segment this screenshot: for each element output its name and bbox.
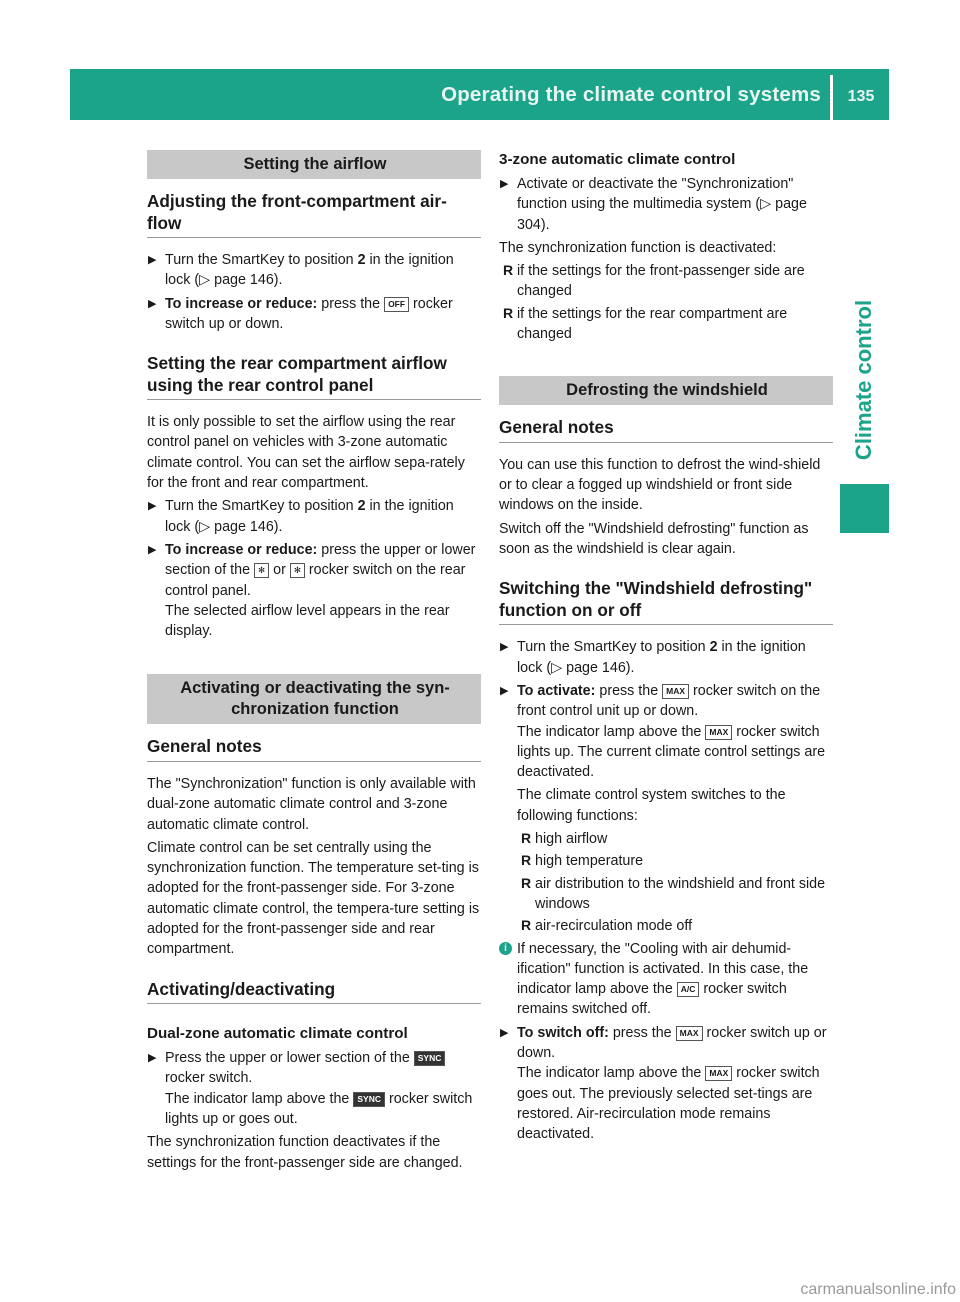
side-tab-marker [840, 484, 889, 533]
r-bullet-icon: R [521, 917, 532, 934]
step-switch-off: ▶ To switch off: press the MAX rocker switch up or down. The indicator lamp above the MAX rocker switch goes out. The previously selected set-tings are restored. Air-recirculation mode remains deactivated. [499, 1023, 833, 1145]
page-header [70, 69, 889, 120]
arrow-right-icon: ▶ [500, 684, 509, 697]
side-tab-label: Climate control [850, 299, 876, 461]
paragraph-rear-airflow: It is only possible to set the airflow using the rear control panel on vehicles with 3-zone automatic climate control. You can set the airflow sepa-rately for the front and rear compartment. [147, 414, 465, 492]
fan-up-icon: ✻ [254, 563, 269, 578]
list-item: R high temperature [521, 852, 644, 870]
step-smartkey-rear: ▶ Turn the SmartKey to position 2 in the ignition lock (▷ page 146). [148, 498, 454, 535]
side-tab [840, 300, 889, 460]
arrow-right-icon: ▶ [148, 297, 157, 310]
step-result: The indicator lamp above the MAX rocker switch lights up. The current climate control settings are deactivated. [517, 723, 826, 781]
section-band-airflow: Setting the airflow [147, 150, 481, 179]
section-band-synchronization: Activating or deactivating the syn-chronization function [147, 674, 481, 724]
list-item: R air distribution to the windshield and front side windows [521, 874, 826, 912]
page-ref-icon: ▷ [199, 518, 211, 535]
arrow-right-icon: ▶ [148, 254, 157, 266]
arrow-right-icon: ▶ [148, 500, 157, 513]
r-bullet-icon: R [521, 830, 532, 847]
ac-switch-icon: A/C [677, 982, 700, 997]
paragraph-sync-deactivates: The synchronization function deactivates if the settings for the front-passenger side are changed. [147, 1134, 463, 1171]
info-icon: i [499, 942, 512, 955]
info-note: i If necessary, the "Cooling with air dehumid-ification" function is activated. In this case, the indicator lamp above the A/C rocker switch remains switched off. [499, 939, 833, 1020]
step-result: The indicator lamp above the SYNC rocker switch lights up or goes out. [165, 1090, 473, 1128]
defrost-max-icon: MAX [705, 1066, 732, 1081]
defrost-max-icon: MAX [662, 684, 689, 699]
r-bullet-icon: R [521, 852, 532, 869]
paragraph-sync-1: The "Synchronization" function is only available with dual-zone automatic climate control and 3-zone automatic climate control. [147, 775, 476, 833]
arrow-right-icon: ▶ [148, 1052, 157, 1065]
heading-activating-deactivating: Activating/deactivating [147, 979, 481, 1005]
arrow-right-icon: ▶ [500, 1026, 509, 1039]
step-result: The indicator lamp above the MAX rocker switch goes out. The previously selected set-tings are restored. Air-recirculation mode remains deactivated. [517, 1065, 820, 1143]
heading-general-notes: General notes [147, 736, 481, 762]
page-ref-icon: ▷ [199, 272, 211, 289]
arrow-right-icon: ▶ [148, 543, 157, 556]
step-multimedia: ▶ Activate or deactivate the "Synchronization" function using the multimedia system (▷ page 304). [500, 176, 807, 233]
heading-rear-airflow: Setting the rear compartment airflow using the rear control panel [147, 353, 481, 400]
section-band-defrost: Defrosting the windshield [499, 376, 833, 405]
arrow-right-icon: ▶ [500, 178, 509, 190]
heading-dual-zone: Dual-zone automatic climate control [147, 1025, 408, 1043]
defrost-max-icon: MAX [676, 1026, 703, 1041]
step-smartkey: ▶ Turn the SmartKey to position 2 in the ignition lock (▷ page 146). [148, 252, 454, 289]
list-item: R if the settings for the rear compartment are changed [503, 304, 788, 343]
fan-down-icon: ✻ [290, 563, 305, 578]
heading-general-notes-defrost: General notes [499, 417, 833, 443]
r-bullet-icon: R [503, 304, 514, 321]
left-column [147, 150, 481, 1176]
step-sync-switch: ▶ Press the upper or lower section of the SYNC rocker switch. The indicator lamp above the SYNC rocker switch lights up or goes out. [147, 1048, 481, 1129]
r-bullet-icon: R [521, 874, 532, 891]
list-item: R if the settings for the front-passenger side are changed [503, 262, 805, 300]
paragraph-defrost-1: You can use this function to defrost the wind-shield or to clear a fogged up windshield or front side windows on the inside. [499, 456, 821, 514]
paragraph-defrost-2: Switch off the "Windshield defrosting" function as soon as the windshield is clear again. [499, 520, 809, 558]
airflow-off-switch-icon: OFF [384, 297, 409, 312]
heading-front-airflow: Adjusting the front-compartment air-flow [147, 191, 481, 238]
step-result: The selected airflow level appears in the rear display. [165, 602, 450, 640]
list-item: R air-recirculation mode off [521, 917, 693, 935]
right-column [499, 150, 833, 1147]
heading-switch-defrost: Switching the "Windshield defrosting" function on or off [499, 578, 833, 625]
step-smartkey-defrost: ▶ Turn the SmartKey to position 2 in the ignition lock (▷ page 146). [500, 639, 806, 676]
step-activate: ▶ To activate: press the MAX rocker switch on the front control unit up or down. The indicator lamp above the MAX rocker switch lights up. The current climate control settings are deactivated. The climate control system switches to the following functions: [499, 681, 833, 826]
sync-switch-icon: SYNC [414, 1051, 446, 1066]
defrost-max-icon: MAX [705, 725, 732, 740]
page-ref-icon: ▷ [760, 196, 772, 213]
arrow-right-icon: ▶ [500, 641, 509, 654]
header-title: Operating the climate control systems [441, 83, 821, 106]
list-item: R high airflow [521, 830, 608, 848]
page-number: 135 [847, 88, 875, 105]
page-ref-icon: ▷ [551, 659, 563, 676]
heading-3-zone: 3-zone automatic climate control [499, 151, 736, 168]
paragraph-sync-2: Climate control can be set centrally using the synchronization function. The temperature set-ting is adopted for the front-passenger side. For 3-zone automatic climate control, the tempera-ture setting is adopted for the front-passenger side and rear compartment. [147, 839, 480, 958]
step-increase-reduce-rear: ▶ To increase or reduce: press the upper or lower section of the ✻ or ✻ rocker switch on the rear control panel. The selected airflow level appears in the rear display. [147, 540, 481, 641]
step-increase-reduce: ▶ To increase or reduce: press the OFF rocker switch up or down. [148, 295, 453, 332]
watermark: carmanualsonline.info [800, 1280, 956, 1298]
step-result: The climate control system switches to the following functions: [517, 787, 786, 824]
sync-switch-icon: SYNC [353, 1092, 385, 1107]
paragraph-sync-deactivated: The synchronization function is deactivated: [499, 239, 777, 256]
r-bullet-icon: R [503, 262, 514, 279]
